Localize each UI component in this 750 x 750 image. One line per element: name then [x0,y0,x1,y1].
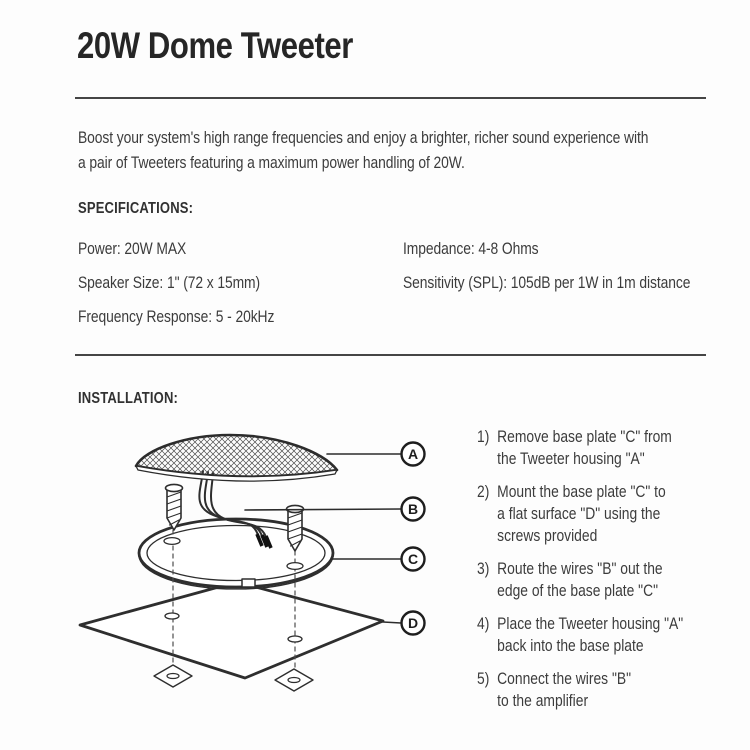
part-label-a: A [407,446,419,462]
step-number: 1) [477,428,490,446]
tweeter-housing-drawing [136,435,337,481]
screw-left-drawing [166,484,183,530]
page-title: 20W Dome Tweeter [77,25,353,66]
step-text: Place the Tweeter housing "A" back into the base plate [497,615,684,655]
base-plate-drawing [139,519,333,589]
callout-a [402,443,425,466]
spec-item-sensitivity: Sensitivity (SPL): 105dB per 1W in 1m distance [403,274,691,292]
part-label-b: B [407,501,419,517]
step-text: Mount the base plate "C" to a flat surface "D" using the screws provided [497,483,666,545]
install-step-5 [477,668,729,712]
step-text: Route the wires "B" out the edge of the base plate "C" [497,560,663,600]
installation-diagram [75,418,450,718]
title-divider [75,97,706,99]
part-label-c: C [407,551,419,567]
callout-c [402,548,425,571]
spec-item-speaker-size: Speaker Size: 1" (72 x 15mm) [78,274,261,292]
anchor-left-drawing [154,665,192,687]
spec-item-impedance: Impedance: 4-8 Ohms [403,240,539,258]
installation-heading: INSTALLATION: [78,390,179,407]
callout-d [402,612,425,635]
step-text: Connect the wires "B" to the amplifier [497,670,632,710]
step-text: Remove base plate "C" from the Tweeter housing "A" [497,428,672,468]
description-line: a pair of Tweeters featuring a maximum power handling of 20W. [78,154,465,172]
spec-item-power: Power: 20W MAX [78,240,187,258]
install-step-1 [477,426,729,470]
description-line: Boost your system's high range frequencies and enjoy a brighter, richer sound experience with [78,129,649,147]
install-step-3 [477,558,729,602]
installation-steps [477,426,729,723]
section-divider [75,354,706,356]
product-description [78,126,648,176]
step-number: 2) [477,483,490,501]
part-label-d: D [407,615,419,631]
spec-item-frequency-response: Frequency Response: 5 - 20kHz [78,308,275,326]
specifications-heading: SPECIFICATIONS: [78,200,194,217]
install-step-2 [477,481,729,547]
anchor-right-drawing [275,669,313,691]
mounting-surface-drawing [80,582,383,678]
wire-notch-drawing [242,579,255,587]
step-number: 3) [477,560,490,578]
install-step-4 [477,613,729,657]
step-number: 4) [477,615,490,633]
step-number: 5) [477,670,490,688]
callout-b [402,498,425,521]
